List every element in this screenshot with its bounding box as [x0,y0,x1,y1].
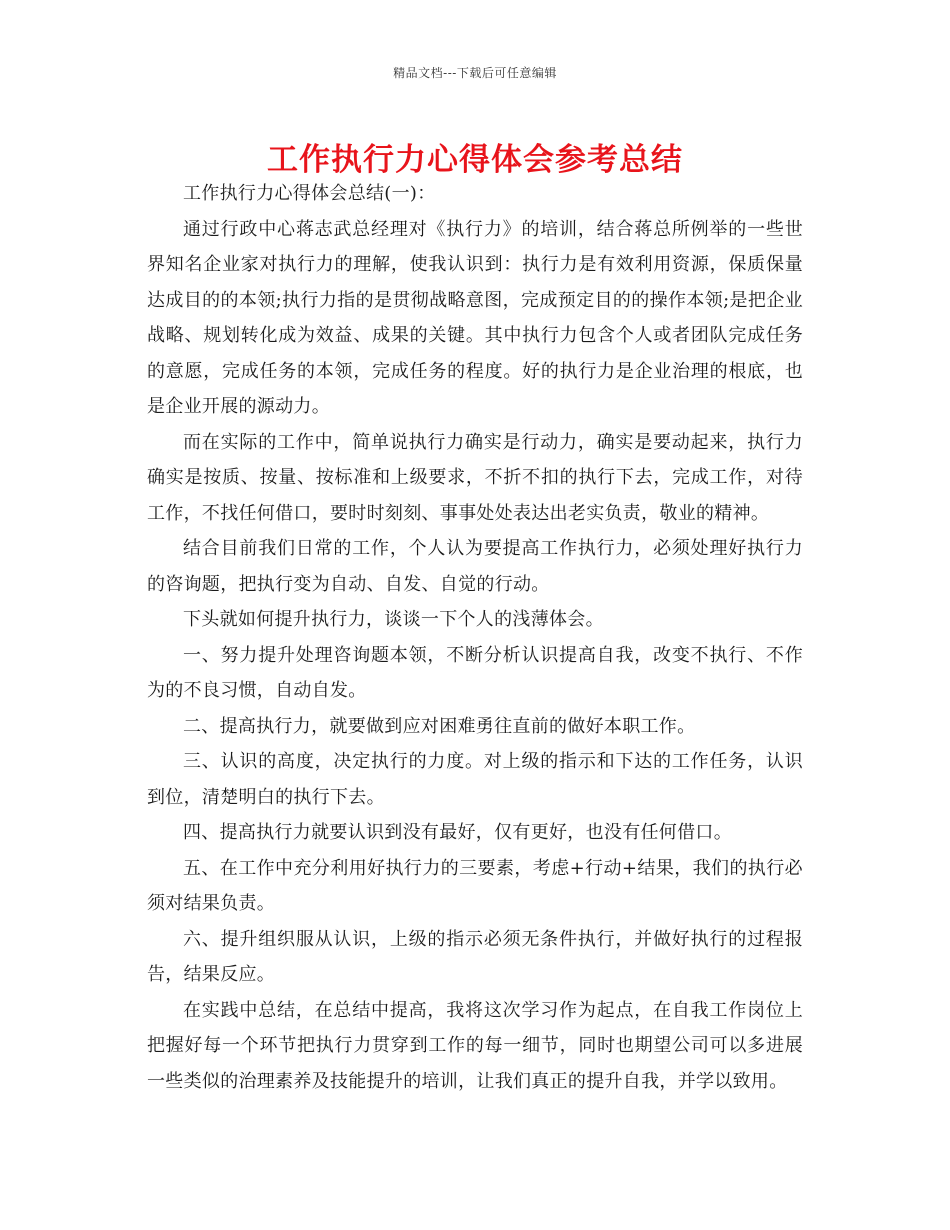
paragraph-point-1: 一、努力提升处理咨询题本领，不断分析认识提高自我，改变不执行、不作为的不良习惯，自动自发。 [147,644,803,701]
paragraph-point-3: 三、认识的高度，决定执行的力度。对上级的指示和下达的工作任务，认识到位，清楚明白的执行下去。 [147,751,803,808]
paragraph-conclusion: 在实践中总结，在总结中提高，我将这次学习作为起点，在自我工作岗位上把握好每一个环节把执行力贯穿到工作的每一细节，同时也期望公司可以多进展一些类似的治理素养及技能提升的培训，让我们真正的提升自我，并学以致用。 [147,999,803,1092]
paragraph-daily-work: 结合目前我们日常的工作，个人认为要提高工作执行力，必须处理好执行力的咨询题，把执行变为自动、自发、自觉的行动。 [147,538,803,595]
paragraph-practice: 而在实际的工作中，简单说执行力确实是行动力，确实是要动起来，执行力确实是按质、按量、按标准和上级要求，不折不扣的执行下去，完成工作，对待工作，不找任何借口，要时时刻刻、事事处处表达出老实负责，敬业的精神。 [147,431,803,524]
page-header: 精品文档---下载后可任意编辑 [393,66,557,80]
paragraph-point-4: 四、提高执行力就要认识到没有最好，仅有更好，也没有任何借口。 [183,822,732,843]
document-title: 工作执行力心得体会参考总结 [267,142,683,178]
paragraph-section-heading: 工作执行力心得体会总结(一)： [183,183,436,204]
paragraph-point-5: 五、在工作中充分利用好执行力的三要素，考虑+行动+结果，我们的执行必须对结果负责。 [147,857,803,914]
paragraph-intro: 通过行政中心蒋志武总经理对《执行力》的培训，结合蒋总所例举的一些世界知名企业家对执行力的理解，使我认识到：执行力是有效利用资源，保质保量达成目的的本领;执行力指的是贯彻战略意图，完成预定目的的操作本领;是把企业战略、规划转化成为效益、成果的关键。其中执行力包含个人或者团队完成任务的意愿，完成任务的本领，完成任务的程度。好的执行力是企业治理的根底，也是企业开展的源动力。 [147,218,803,417]
paragraph-point-6: 六、提升组织服从认识，上级的指示必须无条件执行，并做好执行的过程报告，结果反应。 [147,928,803,985]
paragraph-point-2: 二、提高执行力，就要做到应对困难勇往直前的做好本职工作。 [183,715,696,737]
paragraph-lead-in: 下头就如何提升执行力，谈谈一下个人的浅薄体会。 [183,609,604,630]
document-body [147,176,803,1099]
